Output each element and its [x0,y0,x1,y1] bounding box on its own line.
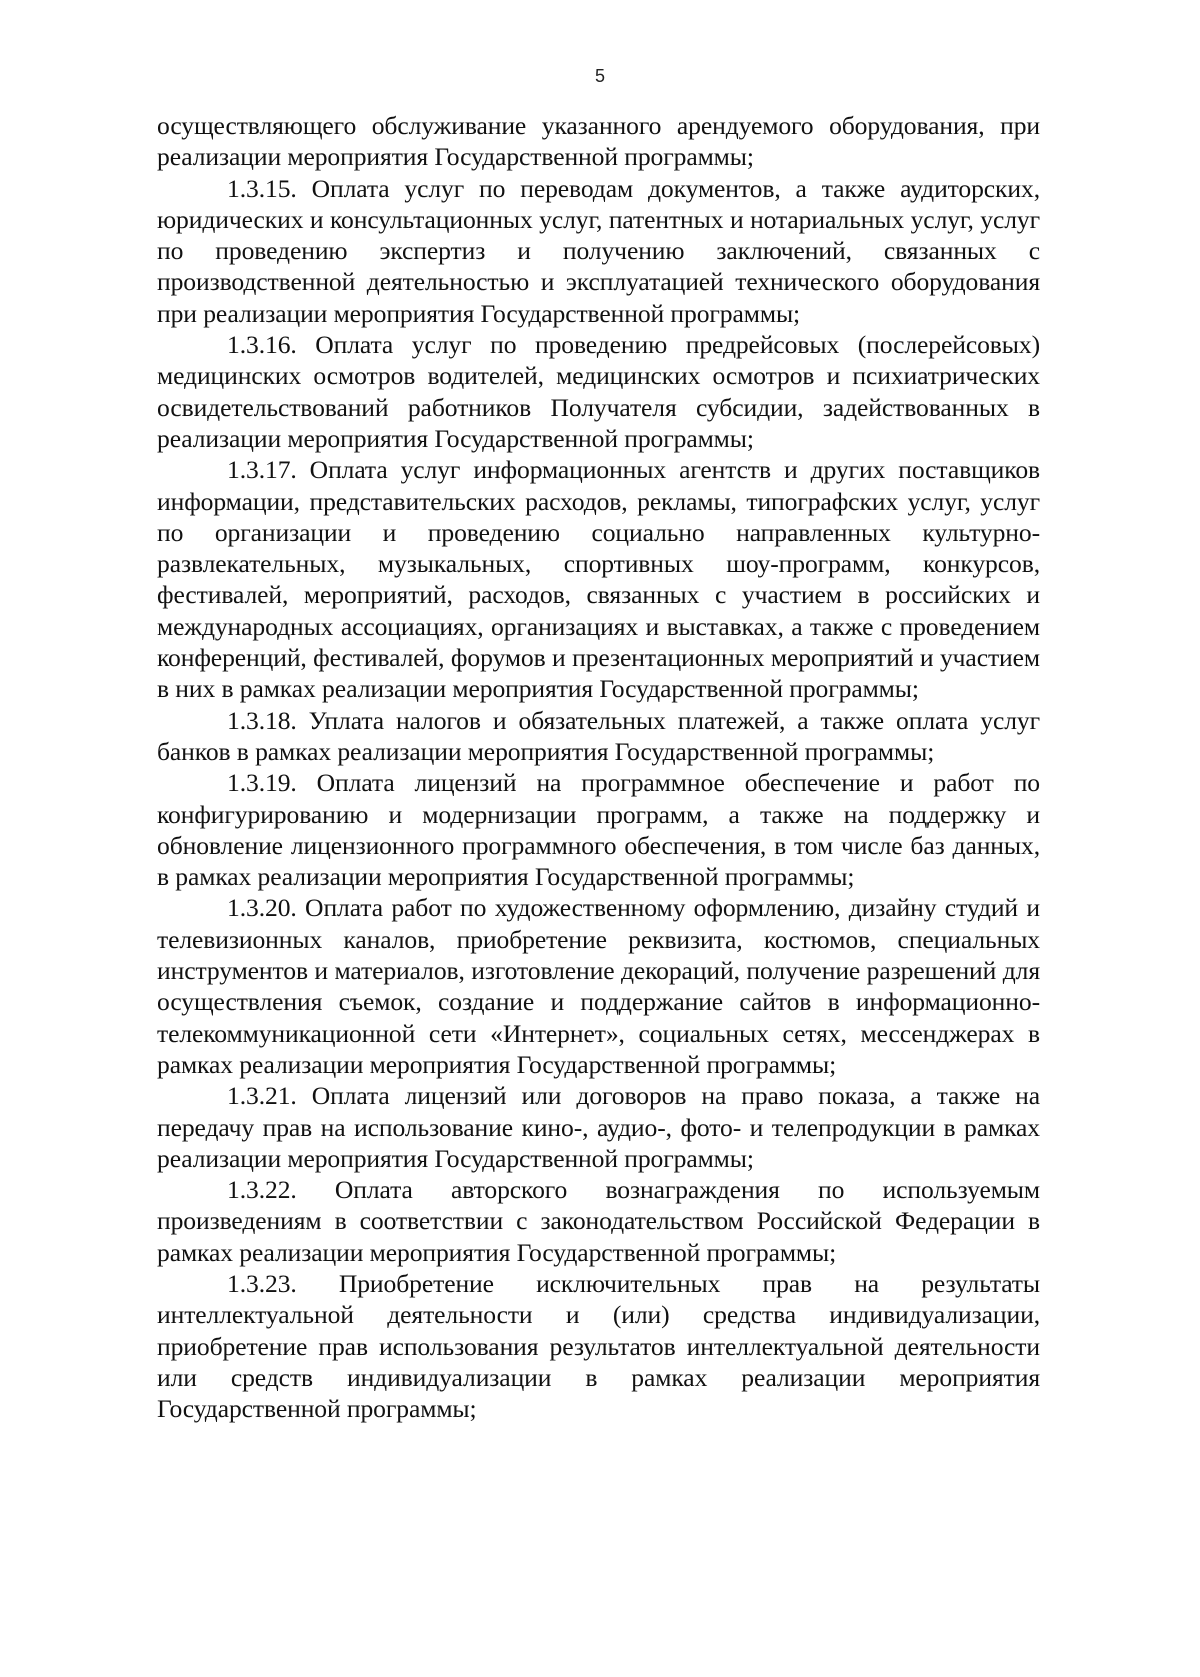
paragraph-1-3-21: 1.3.21. Оплата лицензий или договоров на право показа, а также на передачу прав на использование кино-, аудио-, фото- и телепродукции в рамках реализации мероприятия Государственной программы; [157,1081,1040,1173]
paragraph-1-3-23: 1.3.23. Приобретение исключительных прав на результаты интеллектуальной деятельности и (или) средства индивидуализации, приобретение прав использования результатов интеллектуальной деятельности или средств индивидуализации в рамках реализации мероприятия Государственной программы; [157,1268,1040,1424]
document-body [157,110,1040,1424]
paragraph-1-3-22: 1.3.22. Оплата авторского вознаграждения по используемым произведениям в соответствии с законодательством Российской Федерации в рамках реализации мероприятия Государственной программы; [157,1175,1040,1267]
paragraph-1-3-15: 1.3.15. Оплата услуг по переводам документов, а также аудиторских, юридических и консультационных услуг, патентных и нотариальных услуг, услуг по проведению экспертиз и получению заключений, связанных с производственной деятельностью и эксплуатацией технического оборудования при реализации мероприятия Государственной программы; [157,173,1040,328]
paragraph-continuation: осуществляющего обслуживание указанного арендуемого оборудования, при реализации мероприятия Государственной программы; [157,111,1040,172]
paragraph-1-3-19: 1.3.19. Оплата лицензий на программное обеспечение и работ по конфигурированию и модернизации программ, а также на поддержку и обновление лицензионного программного обеспечения, в том числе баз данных, в рамках реализации мероприятия Государственной программы; [157,768,1040,892]
paragraph-1-3-16: 1.3.16. Оплата услуг по проведению предрейсовых (послерейсовых) медицинских осмотров водителей, медицинских осмотров и психиатрических освидетельствований работников Получателя субсидии, задействованных в реализации мероприятия Государственной программы; [157,330,1040,453]
paragraph-1-3-20: 1.3.20. Оплата работ по художественному оформлению, дизайну студий и телевизионных каналов, приобретение реквизита, костюмов, специальных инструментов и материалов, изготовление декораций, получение разрешений для осуществления съемок, создание и поддержание сайтов в информационно-телекоммуникационной сети «Интернет», социальных сетях, мессенджерах в рамках реализации мероприятия Государственной программы; [157,893,1040,1079]
paragraph-1-3-17: 1.3.17. Оплата услуг информационных агентств и других поставщиков информации, представительских расходов, рекламы, типографских услуг, услуг по организации и проведению социально направленных культурно-развлекательных, музыкальных, спортивных шоу-программ, конкурсов, фестивалей, мероприятий, расходов, связанных с участием в российских и международных ассоциациях, организациях и выставках, а также с проведением конференций, фестивалей, форумов и презентационных мероприятий и участием в них в рамках реализации мероприятия Государственной программы; [157,455,1040,704]
page-number: 5 [594,66,605,86]
paragraph-1-3-18: 1.3.18. Уплата налогов и обязательных платежей, а также оплата услуг банков в рамках реализации мероприятия Государственной программы; [157,705,1040,766]
